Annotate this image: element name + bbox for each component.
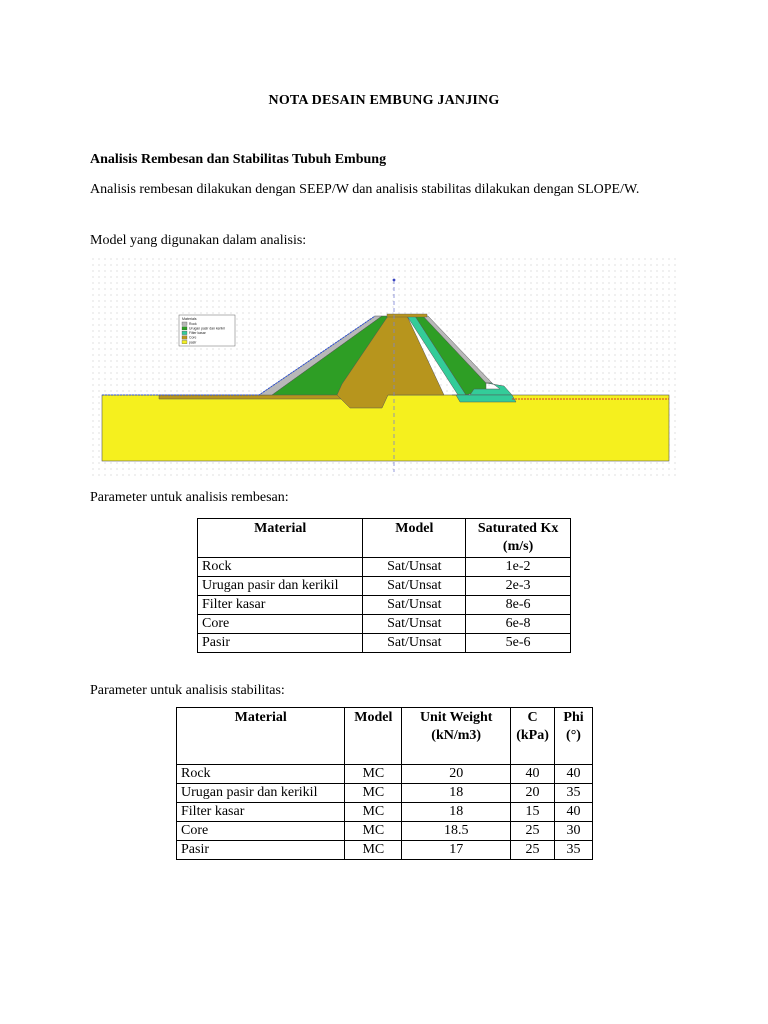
material-legend	[179, 315, 235, 346]
table-cell: Urugan pasir dan kerikil	[198, 577, 363, 596]
legend-swatch	[182, 340, 187, 343]
table-cell: 30	[555, 822, 593, 841]
table-cell: Rock	[198, 558, 363, 577]
table-cell: 20	[511, 784, 555, 803]
table-cell: Filter kasar	[177, 803, 345, 822]
table-cell: Sat/Unsat	[363, 558, 466, 577]
table-cell: Core	[198, 615, 363, 634]
table-cell: Urugan pasir dan kerikil	[177, 784, 345, 803]
header-model: Model	[363, 519, 466, 558]
table-cell: 18	[402, 784, 511, 803]
table-row	[198, 634, 571, 653]
table-cell: Sat/Unsat	[363, 634, 466, 653]
table-header-row	[198, 519, 571, 558]
toe-drain-base	[456, 395, 516, 402]
legend-label: Core	[189, 335, 197, 340]
table-cell: 25	[511, 822, 555, 841]
table-cell: MC	[345, 803, 402, 822]
table-cell: MC	[345, 784, 402, 803]
seepage-caption: Parameter untuk analisis rembesan:	[90, 490, 289, 505]
header-material: Material	[198, 519, 363, 558]
table-header-row	[177, 708, 593, 765]
table-cell: 35	[555, 784, 593, 803]
foundation-pasir	[102, 395, 669, 461]
table-cell: Pasir	[198, 634, 363, 653]
table-cell: Sat/Unsat	[363, 596, 466, 615]
dam-cross-section-figure	[92, 258, 678, 480]
table-cell: 8e-6	[466, 596, 571, 615]
table-row	[177, 803, 593, 822]
stability-parameter-table	[176, 707, 593, 860]
header-saturated-kx: Saturated Kx (m/s)	[466, 519, 571, 558]
table-cell: 1e-2	[466, 558, 571, 577]
table-cell: 6e-8	[466, 615, 571, 634]
table-row	[198, 558, 571, 577]
table-cell: Filter kasar	[198, 596, 363, 615]
section-heading: Analisis Rembesan dan Stabilitas Tubuh Embung	[90, 152, 387, 167]
legend-label: pasir	[189, 340, 197, 345]
table-cell: 5e-6	[466, 634, 571, 653]
table-cell: 18	[402, 803, 511, 822]
legend-label: Rock	[189, 321, 197, 326]
table-cell: 40	[511, 765, 555, 784]
table-cell: Core	[177, 822, 345, 841]
header-model: Model	[345, 708, 402, 765]
table-row	[198, 615, 571, 634]
legend-swatch	[182, 331, 187, 334]
table-cell: MC	[345, 765, 402, 784]
table-cell: 15	[511, 803, 555, 822]
stability-caption: Parameter untuk analisis stabilitas:	[90, 683, 285, 698]
table-cell: 17	[402, 841, 511, 860]
table-row	[198, 577, 571, 596]
table-cell: 18.5	[402, 822, 511, 841]
document-title: NOTA DESAIN EMBUNG JANJING	[268, 93, 500, 108]
centerline-marker	[393, 279, 396, 282]
table-row	[177, 841, 593, 860]
table-cell: Sat/Unsat	[363, 615, 466, 634]
table-row	[177, 822, 593, 841]
header-unit-weight: Unit Weight (kN/m3)	[402, 708, 511, 765]
table-cell: MC	[345, 841, 402, 860]
table-cell: 35	[555, 841, 593, 860]
table-row	[177, 765, 593, 784]
table-cell: Rock	[177, 765, 345, 784]
header-cohesion: C (kPa)	[511, 708, 555, 765]
intro-paragraph: Analisis rembesan dilakukan dengan SEEP/W dan analisis stabilitas dilakukan dengan SLOPE/W.	[90, 182, 640, 197]
table-cell: Pasir	[177, 841, 345, 860]
table-cell: Sat/Unsat	[363, 577, 466, 596]
legend-swatch	[182, 322, 187, 325]
legend-title: Materials	[182, 317, 197, 321]
table-row	[198, 596, 571, 615]
legend-swatch	[182, 336, 187, 339]
seepage-parameter-table	[197, 518, 571, 653]
table-cell: 25	[511, 841, 555, 860]
legend-label: Urugan pasir dan kerikil	[189, 326, 225, 331]
table-cell: 2e-3	[466, 577, 571, 596]
header-material: Material	[177, 708, 345, 765]
header-phi: Phi (°)	[555, 708, 593, 765]
table-cell: 40	[555, 765, 593, 784]
legend-swatch	[182, 327, 187, 330]
table-cell: 40	[555, 803, 593, 822]
table-cell: MC	[345, 822, 402, 841]
model-caption: Model yang digunakan dalam analisis:	[90, 233, 307, 248]
legend-label: Filter kasar	[189, 331, 206, 336]
crest	[387, 314, 427, 317]
table-row	[177, 784, 593, 803]
table-cell: 20	[402, 765, 511, 784]
